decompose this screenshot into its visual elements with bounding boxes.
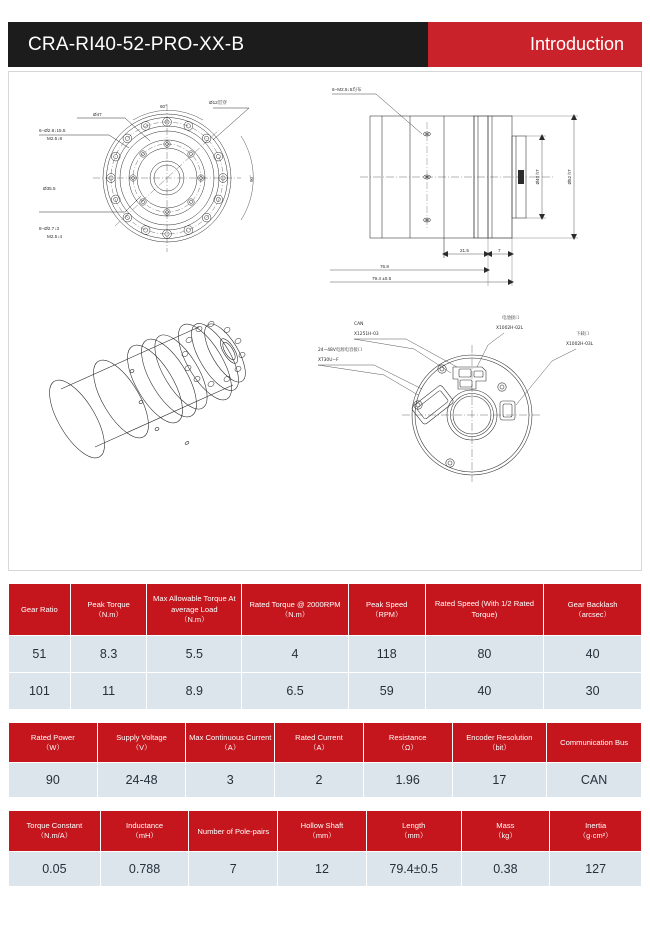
col-label: Rated Current <box>295 732 343 742</box>
table-row <box>9 763 641 797</box>
dim-79-4: 79.4 ±0.5 <box>372 276 392 281</box>
table-header-row <box>9 723 641 763</box>
callout-can-title: CAN <box>354 322 364 327</box>
col-label: Max Continuous Current <box>189 732 272 742</box>
callout-battery-part: X1002H-02L <box>496 326 524 331</box>
cell: 118 <box>349 636 425 672</box>
col-length <box>367 811 461 851</box>
col-label: Gear Backlash <box>567 599 618 609</box>
col-label: Hollow Shaft <box>300 821 344 831</box>
col-rated-current <box>275 723 363 763</box>
dim-21-5: 21.5 <box>460 248 469 253</box>
col-unit: （W） <box>41 742 64 752</box>
col-peak-speed <box>349 584 425 635</box>
callout-dia355: Ø35.5 <box>43 186 56 191</box>
callout-6-m25: 6−M2.5↓5均布 <box>332 87 362 92</box>
callout-angle-60: 60° <box>160 104 167 109</box>
col-unit: （g·cm²） <box>578 831 613 841</box>
col-label: Number of Pole-pairs <box>197 826 270 836</box>
col-unit: （mm） <box>400 831 428 841</box>
col-inertia <box>550 811 641 851</box>
part-number-title: CRA-RI40-52-PRO-XX-B <box>8 22 428 67</box>
callout-dia12-through: Ø12贯穿 <box>209 100 227 105</box>
col-mass <box>462 811 550 851</box>
cell: 4 <box>242 636 348 672</box>
col-label: Torque Constant <box>26 821 83 831</box>
rear-connector-view <box>314 297 644 482</box>
cell: 3 <box>186 763 274 797</box>
cell: 8.3 <box>71 636 147 672</box>
col-unit: （A） <box>220 742 241 752</box>
callout-can-part: X1251H-03 <box>354 332 379 337</box>
drawing-panel <box>8 71 642 571</box>
col-torque-constant <box>9 811 100 851</box>
dim-7: 7 <box>498 248 501 253</box>
col-label: Peak Speed <box>366 599 408 609</box>
cell: 59 <box>349 673 425 709</box>
mechanical-table <box>8 810 642 887</box>
callout-power-part: XT30U−F <box>318 358 339 363</box>
col-gear-backlash <box>544 584 641 635</box>
cell: 8.9 <box>147 673 241 709</box>
col-label: Mass <box>496 821 515 831</box>
col-inductance <box>101 811 189 851</box>
col-unit: （arcsec） <box>574 609 611 619</box>
callout-download-title: 下载口 <box>576 332 590 337</box>
col-unit: （V） <box>131 742 152 752</box>
isometric-view <box>29 297 329 497</box>
col-unit: （N.m） <box>94 609 123 619</box>
cell: 79.4±0.5 <box>367 852 461 886</box>
callout-dia40h7: Ø40 h7 <box>535 169 540 185</box>
col-supply-voltage <box>98 723 186 763</box>
callout-m25-4: M2.5↓4 <box>47 234 63 239</box>
col-rated-power <box>9 723 97 763</box>
col-gear-ratio <box>9 584 70 635</box>
col-label: Inductance <box>125 821 164 831</box>
section-title: Introduction <box>428 22 642 67</box>
cell: 51 <box>9 636 70 672</box>
callout-battery-title: 电池接口 <box>502 316 520 321</box>
cell: 90 <box>9 763 97 797</box>
col-unit: （N.m） <box>280 609 310 619</box>
cell: 17 <box>453 763 547 797</box>
col-label: Rated Power <box>30 732 75 742</box>
col-unit: （N.m） <box>180 615 209 624</box>
col-label: Supply Voltage <box>116 732 167 742</box>
callout-8-dia27: 8−Ø2.7↓3 <box>39 226 60 231</box>
col-label: Encoder Resolution <box>466 732 533 742</box>
col-encoder-resolution <box>453 723 547 763</box>
cell: 80 <box>426 636 544 672</box>
cell: 5.5 <box>147 636 241 672</box>
callout-download-part: X1002H-03L <box>566 342 594 347</box>
side-section-view <box>324 78 639 288</box>
cell: 40 <box>544 636 641 672</box>
callout-m25-8: M2.5↓8 <box>47 136 63 141</box>
callout-dia52h7: Ø52 h7 <box>567 169 572 185</box>
col-peak-torque <box>71 584 147 635</box>
col-label: Inertia <box>585 821 607 831</box>
table-row <box>9 852 641 886</box>
table-row <box>9 636 641 672</box>
cell: 101 <box>9 673 70 709</box>
cell: 11 <box>71 673 147 709</box>
cell: 2 <box>275 763 363 797</box>
callout-angle-90: 90° <box>249 175 254 182</box>
datasheet-page <box>0 22 650 941</box>
page-header <box>8 22 642 67</box>
cell: 40 <box>426 673 544 709</box>
col-resistance <box>364 723 452 763</box>
col-unit: （kg） <box>494 831 517 841</box>
col-label: Max Allowable Torque At average Load <box>153 594 236 614</box>
gear-and-torque-table <box>8 583 642 710</box>
cell: 1.96 <box>364 763 452 797</box>
col-unit: （Ω） <box>397 742 418 752</box>
cell: 6.5 <box>242 673 348 709</box>
col-label: Rated Torque @ 2000RPM <box>249 599 341 609</box>
col-label: Communication Bus <box>560 738 629 748</box>
col-label: Gear Ratio <box>21 604 58 614</box>
col-hollow-shaft <box>278 811 366 851</box>
col-unit: （mH） <box>131 831 158 841</box>
cell: 24-48 <box>98 763 186 797</box>
col-label: Rated Speed (With 1/2 Rated Torque) <box>434 599 535 620</box>
table-row <box>9 673 641 709</box>
col-rated-speed <box>426 584 544 635</box>
cell: 0.788 <box>101 852 189 886</box>
dim-76-8: 76.8 <box>380 264 389 269</box>
table-header-row <box>9 584 641 635</box>
cell: 30 <box>544 673 641 709</box>
callout-power-title: 24−48V电源电容接口 <box>318 348 363 353</box>
cell: 0.05 <box>9 852 100 886</box>
col-unit: （mm） <box>308 831 336 841</box>
col-unit: （bit） <box>488 742 511 752</box>
col-label: Length <box>402 821 426 831</box>
electrical-table <box>8 722 642 799</box>
callout-dia47: Ø47 <box>93 112 102 117</box>
col-label: Peak Torque <box>87 599 130 609</box>
cell: CAN <box>547 763 641 797</box>
cell: 7 <box>189 852 277 886</box>
col-rated-torque <box>242 584 348 635</box>
col-max-allowable-torque <box>147 584 241 635</box>
col-unit: （N.m/A） <box>36 831 73 841</box>
col-pole-pairs <box>189 811 277 851</box>
col-label: Resistance <box>388 732 427 742</box>
cell: 12 <box>278 852 366 886</box>
col-unit: （RPM） <box>371 609 403 619</box>
table-header-row <box>9 811 641 851</box>
col-communication-bus <box>547 723 641 763</box>
cell: 0.38 <box>462 852 550 886</box>
front-view <box>17 78 297 273</box>
cell: 127 <box>550 852 641 886</box>
col-unit: （A） <box>309 742 329 752</box>
callout-6-dia28: 6−Ø2.8↓15.5 <box>39 128 66 133</box>
col-max-continuous-current <box>186 723 274 763</box>
